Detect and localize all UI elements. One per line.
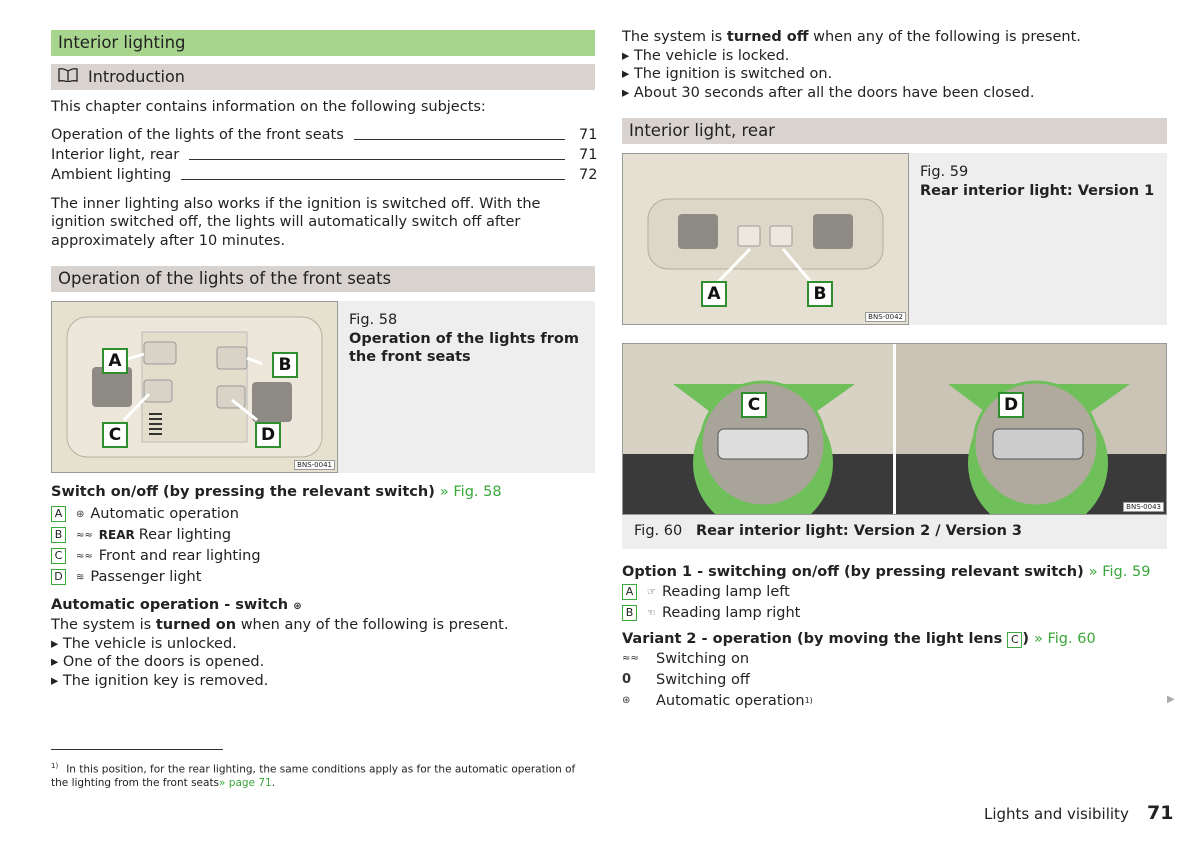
fig-tag: BNS-0041 [294, 460, 335, 470]
footnote-divider [51, 749, 223, 750]
option1-heading: Option 1 - switching on/off (by pressing relevant switch) » Fig. 59 [622, 564, 1151, 580]
fig-caption: Rear interior light: Version 2 / Version 3 [696, 523, 1023, 539]
next-page-arrow-icon: ▶ [1167, 694, 1175, 705]
variant2-items [622, 648, 1167, 711]
mode-text: Switching on [656, 650, 750, 667]
bullet: ▸ The vehicle is unlocked. [51, 635, 237, 652]
fig-tag: BNS-0042 [865, 312, 906, 322]
bullet: ▸ About 30 seconds after all the doors have been closed. [622, 84, 1035, 101]
callout-a: A [701, 281, 727, 307]
toc-label: Operation of the lights of the front seats [51, 126, 344, 143]
fig-caption: Rear interior light: Version 1 [920, 182, 1155, 199]
footnote-text: In this position, for the rear lighting, the same conditions apply as for the automatic operation of the lighting from the front seats [51, 763, 576, 789]
bullet: ▸ The vehicle is locked. [622, 47, 790, 64]
console-photo [51, 301, 338, 473]
fig-number: Fig. 58 [349, 312, 398, 328]
left-column [51, 30, 598, 690]
callout-a: A [102, 348, 128, 374]
toc [51, 125, 598, 185]
fig-caption: Operation of the lights from the front seats [349, 330, 579, 365]
callout-c: C [741, 392, 767, 418]
mode-row [622, 669, 1167, 690]
toc-page: 71 [579, 146, 598, 163]
switch-on-icon: ≈≈ [622, 653, 639, 664]
key-text: Reading lamp left [661, 584, 790, 600]
footnote-end: . [271, 776, 276, 789]
key-text: Passenger light [90, 569, 202, 585]
page-link[interactable]: » page 71 [219, 776, 272, 789]
intro-text: This chapter contains information on the following subjects: [51, 99, 486, 115]
figure-59 [622, 153, 1167, 325]
light-icon: ≈≈ [76, 550, 93, 562]
mode-row [622, 648, 1167, 669]
key-label: C [51, 548, 66, 564]
key-label: D [51, 569, 66, 585]
rear-lights-photo [622, 343, 1167, 515]
figure-58 [51, 301, 595, 473]
bullet: ▸ One of the doors is opened. [51, 654, 265, 670]
key-row [622, 603, 1167, 624]
key-text: Automatic operation [90, 506, 239, 522]
fig60-caption [634, 523, 1022, 539]
fig59-link[interactable]: » Fig. 59 [1088, 564, 1151, 580]
toc-row[interactable] [51, 145, 598, 165]
key-row [51, 504, 595, 525]
fig58-link[interactable]: » Fig. 58 [439, 484, 502, 500]
callout-d: D [998, 392, 1024, 418]
intro-title: Introduction [88, 67, 185, 86]
key-label: A [622, 584, 637, 600]
fig-number: Fig. 59 [920, 164, 969, 180]
key-row [51, 525, 595, 546]
key-row [51, 546, 595, 567]
key-label: B [622, 605, 637, 621]
rear-label: REAR [98, 528, 135, 542]
key-text: Front and rear lighting [98, 548, 261, 564]
auto-icon: ⊛ [293, 600, 302, 612]
reading-lamp-icon: ☞ [647, 586, 656, 598]
footnote [51, 760, 591, 790]
light-icon: ≈≈ [76, 529, 93, 541]
toc-label: Ambient lighting [51, 166, 172, 183]
auto-heading: Automatic operation - switch ⊛ [51, 596, 595, 617]
option1-keys [622, 582, 1167, 624]
fig58-caption [349, 311, 589, 367]
reading-lamp-icon: ☜ [647, 607, 656, 619]
toc-row[interactable] [51, 165, 598, 185]
key-label: A [51, 506, 66, 522]
toc-label: Interior light, rear [51, 146, 180, 163]
footnote-mark: 1) [51, 762, 59, 770]
callout-d: D [255, 422, 281, 448]
passenger-light-icon: ≋ [76, 571, 85, 583]
callout-b: B [807, 281, 833, 307]
book-icon [58, 64, 78, 90]
fig-tag: BNS-0043 [1123, 502, 1164, 512]
mode-text: Switching off [656, 671, 750, 688]
front-seats-title: Operation of the lights of the front seats [51, 266, 595, 292]
key-text: Rear lighting [138, 527, 232, 543]
callout-b: B [272, 352, 298, 378]
ignition-text: The inner lighting also works if the ignition is switched off. With the ignition switched off, the lights will automatically switch off after approximately after 10 minutes. [51, 195, 541, 249]
key-text: Reading lamp right [661, 605, 801, 621]
section-title: Interior lighting [51, 30, 595, 56]
footnote-ref[interactable]: 1) [804, 696, 813, 705]
key-row [622, 582, 1167, 603]
auto-icon: ⊛ [622, 695, 631, 706]
chapter-title: Lights and visibility [984, 805, 1129, 823]
toc-row[interactable] [51, 125, 598, 145]
switch-off-icon: 0 [622, 672, 632, 687]
toc-page: 71 [579, 126, 598, 143]
switch-heading: Switch on/off (by pressing the relevant switch) » Fig. 58 [51, 484, 502, 500]
page-number: 71 [1147, 802, 1174, 824]
key-label: C [1007, 632, 1022, 648]
on-text: The system is turned on when any of the following is present. [51, 617, 509, 633]
fig59-caption [920, 163, 1160, 200]
variant2-heading: Variant 2 - operation (by moving the light lens C ) » Fig. 60 [622, 630, 1096, 647]
intro-bar [51, 64, 595, 90]
off-text: The system is turned off when any of the following is present. [622, 29, 1081, 45]
mode-row [622, 690, 1167, 711]
mode-text: Automatic operation [656, 692, 805, 709]
key-label: B [51, 527, 66, 543]
rear-title: Interior light, rear [622, 118, 1167, 144]
auto-icon: ⊛ [76, 508, 85, 520]
switch-keys [51, 504, 595, 588]
bullet: ▸ The ignition key is removed. [51, 672, 269, 689]
toc-page: 72 [579, 166, 598, 183]
right-column [622, 28, 1167, 711]
fig-number: Fig. 60 [634, 523, 683, 539]
figure-60 [622, 343, 1167, 549]
rear-light-photo [622, 153, 909, 325]
callout-c: C [102, 422, 128, 448]
key-row [51, 567, 595, 588]
bullet: ▸ The ignition is switched on. [622, 66, 833, 82]
fig60-link[interactable]: » Fig. 60 [1034, 630, 1096, 647]
